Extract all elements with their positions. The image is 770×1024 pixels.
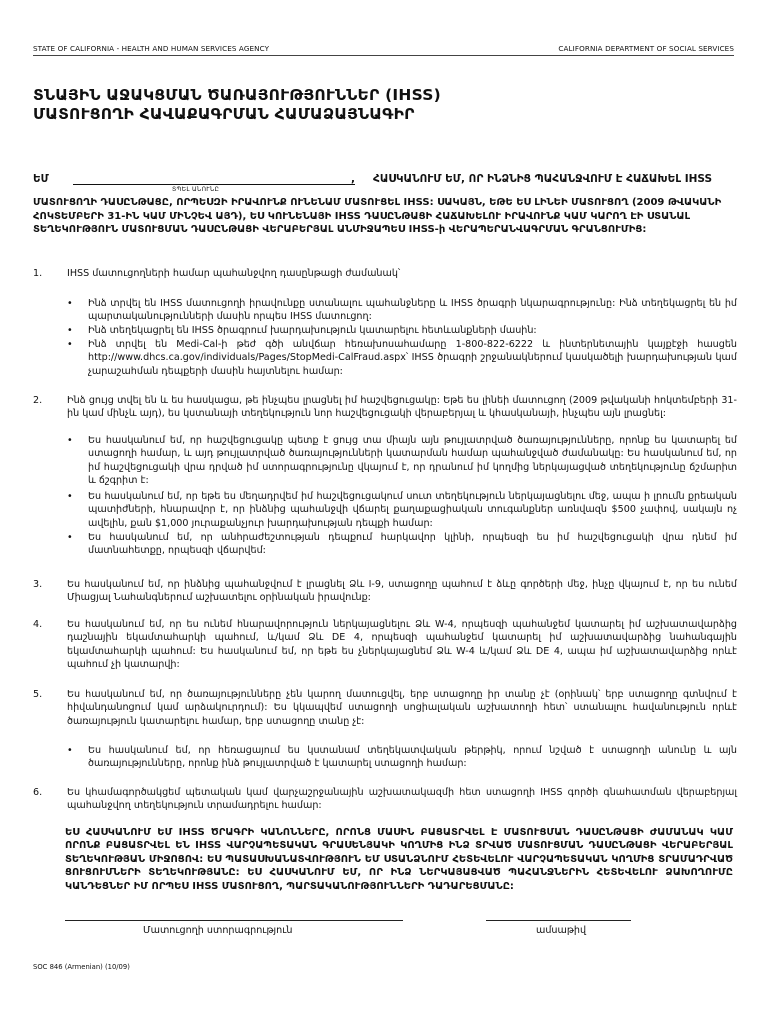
bullet-text: Ես հասկանում եմ, որ հաշվեցուցակը պետք է ցույց տա միայն այն թույլատրված ծառայությունները, որոնք ես կատարել եմ ստացողի համար, և այդ թույլատրված ծառայությունների կատարման համար պահանջված ժամանակը: Ես հասկանում եմ, որ իմ հաշվեցուցակի վրա դրված իմ ստորագրությունը վկայում է, որ դրանում իմ կողմից ներկայացված տեղեկությունը ճշմարիտ և ճշգրիտ է: [88, 435, 737, 487]
item-number: 6. [33, 787, 43, 798]
bullet-dot: • [67, 745, 73, 756]
item-text: IHSS մատուցողների համար պահանջվող դասընթացի ժամանակ՝ [67, 268, 401, 279]
signature-date-label: ամսաթիվ [536, 925, 587, 936]
provider-signature-field[interactable] [65, 920, 403, 921]
bullet-dot: • [67, 532, 73, 543]
agency-header: STATE OF CALIFORNIA - HEALTH AND HUMAN SERVICES AGENCY [33, 44, 270, 53]
item-number: 4. [33, 619, 43, 630]
bullet-text: Ինձ տեղեկացրել են IHSS ծրագրում խարդախություն կատարելու հետևանքների մասին: [88, 325, 537, 336]
signature-date-field[interactable] [486, 920, 631, 921]
item-number: 3. [33, 579, 43, 590]
bullet-dot: • [67, 339, 73, 350]
ack-text: ՀԱՍԿԱՆՈՒՄ ԵՄ, ՈՐ ԻՆՁՆԻՑ ՊԱՀԱՆՋՎՈՒՄ Է ՀԱՃԱԽԵԼ IHSS [373, 173, 713, 185]
ack-me: ԵՄ [33, 173, 49, 185]
bullet-dot: • [67, 298, 73, 309]
bullet-dot: • [67, 491, 73, 502]
item-text: Ես կհամագործակցեմ պետական կամ վարչաշրջանային աշխատակազմի հետ ստացողի IHSS գործի գնահատման վերաբերյալ պահանջվող տեղեկություն տրամադրելու համար: [67, 787, 737, 812]
form-title-line-2: ՄԱՏՈՒՑՈՂԻ ՀԱՎԱՔԱԳՐՄԱՆ ՀԱՄԱՁԱՅՆԱԳԻՐ [33, 105, 415, 123]
provider-signature-label: Մատուցողի ստորագրություն [143, 925, 293, 936]
item-number: 2. [33, 395, 43, 406]
bullet-text: Ես հասկանում եմ, որ անհրաժեշտության դեպքում հարկավոր կլինի, որպեսզի ես իմ հաշվեցուցակի վրա դնեմ իմ մատնահետքը, որպեսզի վճարվեմ: [88, 532, 737, 557]
form-title [33, 86, 553, 124]
bullet-text: Ինձ տրվել են IHSS մատուցողի իրավունքը ստանալու պահանջները և IHSS ծրագրի նկարագրությունը: Ինձ տեղեկացրել են իմ պարտականությունների մասին որպես IHSS մատուցող: [88, 298, 737, 323]
declaration-paragraph: ԵՍ ՀԱՍԿԱՆՈՒՄ ԵՄ IHSS ԾՐԱԳՐԻ ԿԱՆՈՆՆԵՐԸ, ՈՐՈՆՑ ՄԱՍԻՆ ԲԱՑԱՏՐՎԵԼ Է ՄԱՏՈՒՑՄԱՆ ԴԱՍԸՆԹԱՑԻ ԺԱՄԱՆԱԿ ԿԱՄ ՈՐՈՆՔ ԲԱՑԱՏՐՎԵԼ ԵՆ IHSS ՎԱՐՉԱՊԵՏԱԿԱՆ ԳՐԱՍԵՆՅԱԿԻ ԿՈՂՄԻՑ ԻՆՁ ՏՐՎԱԾ ՄԱՏՈՒՑՄԱՆ ԴԱՍԸՆԹԱՑԻ ՎԵՐԱԲԵՐՅԱԼ ՏԵՂԵԿՈՒԹՅԱՆ ՄԻՋՈՑՈՎ: ԵՍ ՊԱՏԱՍԽԱՆԱՏՎՈՒԹՅՈՒՆ ԵՄ ՍՏԱՆՁՆՈՒՄ ՀԵՏԵՎԵԼՈՒ ՎԱՐՉԱՊԵՏԱԿԱՆ ԿՈՂՄԻՑ ՏՐԱՄԱԴՐՎԱԾ ՑՈՒՑՈՒՄՆԵՐԻ ՏԵՂԵԿՈՒԹՅԱՆԸ: ԵՍ ՀԱՍԿԱՆՈՒՄ ԵՄ, ՈՐ ԻՆՁ ՆԵՐԿԱՅԱՑՎԱԾ ՊԱՀԱՆՋՆԵՐԻՆ ՀԵՏԵՎԵԼՈՒ ՁԱԽՈՂՈՒՄԸ ԿԱՆԴԵՑՆԵՐ ԻՄ ՈՐՊԵՍ IHSS ՄԱՏՈՒՑՈՂ, ՊԱՐՏԱԿԱՆՈՒԹՅՈՒՆՆԵՐԻ ԴԱԴԱՐԵՑՄԱՆԸ: [65, 827, 733, 892]
form-number: SOC 846 (Armenian) (10/09) [33, 963, 130, 971]
bullet-text: Ես հասկանում եմ, որ հեռացայում ես կստանամ տեղեկատվական թերթիկ, որում նշված է ստացողի անունը և այն ծառայությունները, որոնք ինձ թույլատրված է կատարել ստացողի համար: [88, 745, 737, 770]
printed-name-field[interactable] [73, 184, 355, 185]
bullet-text: Ես հասկանում եմ, որ եթե ես մեղադրվեմ իմ հաշվեցուցակում սուտ տեղեկություն ներկայացնելու մեջ, ապա ի լրումն քրեական պատիժների, հնարավոր է, որ ինձնից պահանջվի վճարել քաղաքացիական տուգանքներ առնվազն $500 չափով, սակայն ոչ ավելին, քան $1,000 յուրաքանչյուր խարդախության դեպքի համար: [88, 491, 737, 529]
form-title-line-1: ՏՆԱՅԻՆ ԱՋԱԿՑՄԱՆ ԾԱՌԱՅՈՒԹՅՈՒՆՆԵՐ (IHSS) [33, 86, 441, 104]
bullet-dot: • [67, 435, 73, 446]
printed-name-label: ՏՊԵԼ ԱՆՈՒՆԸ [172, 186, 220, 193]
department-header: CALIFORNIA DEPARTMENT OF SOCIAL SERVICES [558, 44, 734, 53]
item-text: Ես հասկանում եմ, որ ծառայությունները չեն կարող մատուցվել, երբ ստացողը իր տանը չէ (օրինակ՝ երբ ստացողը գտնվում է հիվանդանոցում կամ արձակուրդում): Ես կկապվեմ ստացողի սոցիալական աշխատողի հետ՝ ստանալու հավանություն որևէ ծառայություն կատարելու համար, երբ ստացողը տանը չէ: [67, 689, 737, 727]
item-text: Ինձ ցույց տվել են և ես հասկացա, թե ինչպես լրացնել իմ հաշվեցուցակը: Եթե ես լինեի մատուցող (2009 թվականի հոկտեմբերի 31-ին կամ մինչև այդ), ես կստանայի տեղեկություն նոր հաշվեցուցակի վերաբերյալ և կհասկանայի, ինչպես այն լրացնել: [67, 395, 737, 420]
item-number: 1. [33, 268, 43, 279]
item-text: Ես հասկանում եմ, որ ես ունեմ հնարավորություն ներկայացնելու Ձև W-4, որպեսզի պահանջեմ կատարել իմ աշխատավարձից դաշնային եկամտահարկի պահում, և/կամ Ձև DE 4, որպեսզի պահանջեմ կատարել իմ աշխատավարձից նահանգային եկամտահարկի պահում: Ես հասկանում եմ, որ եթե ես չներկայացնեմ Ձև W-4 և/կամ Ձև DE 4, ապա իմ աշխատավարձից որևէ պահում չի կատարվի: [67, 619, 737, 671]
ack-comma: , [351, 173, 355, 185]
intro-paragraph: ՄԱՏՈՒՑՈՂԻ ԴԱՍԸՆԹԱՑԸ, ՈՐՊԵՍԶԻ ԻՐԱՎՈՒՆՔ ՈՒՆԵՆԱՄ ՄԱՏՈՒՑԵԼ IHSS: ՍԱԿԱՅՆ, ԵԹԵ ԵՍ ԼԻՆԵԻ ՄԱՏՈՒՑՈՂ (2009 ԹՎԱԿԱՆԻ ՀՈԿՏԵՄԲԵՐԻ 31-ԻՆ ԿԱՄ ՄԻՆՉԵՎ ԱՅԴ), ԵՍ ԿՈՒՆԵՆԱՅԻ IHSS ԴԱՍԸՆԹԱՑԻ ՀԱՃԱԽԵԼՈՒ ԻՐԱՎՈՒՆՔ ԿԱՄ ԿԱՐՈՂ ԷԻ ՍՏԱՆԱԼ ՏԵՂԵԿՈՒԹՅՈՒՆ ՄԱՏՈՒՑՄԱՆ ԴԱՍԸՆԹԱՑԻ ՎԵՐԱԲԵՐՅԱԼ ԱՆՄԻՋԱՊԵՍ IHSS-ի ՎԵՐԱՊԵՐԱՆՎԱԳՐՄԱՆ ԳՐԱՆՑՈՒՄԻՑ: [33, 197, 722, 236]
bullet-text: Ինձ տրվել են Medi-Cal-ի թեժ գծի անվճար հեռախոսահամարը 1-800-822-6222 և ինտերնետային կայքէջի հասցեն http://www.dhcs.ca.gov/individuals/Pages/StopMedi-CalFraud.aspx՝ IHSS ծրագրի շրջանակներում կասկածելի խարդախության կամ չարաշահման դեպքերի մասին հայտնելու համար: [88, 339, 737, 377]
bullet-dot: • [67, 325, 73, 336]
item-text: Ես հասկանում եմ, որ ինձնից պահանջվում է լրացնել Ձև I-9, ստացողը պահում է ձևը գործերի մեջ, ինչը վկայում է, որ ես ունեմ Միացյալ Նահանգներում աշխատելու օրինական իրավունք: [67, 579, 737, 604]
item-number: 5. [33, 689, 43, 700]
header-rule [33, 55, 734, 56]
